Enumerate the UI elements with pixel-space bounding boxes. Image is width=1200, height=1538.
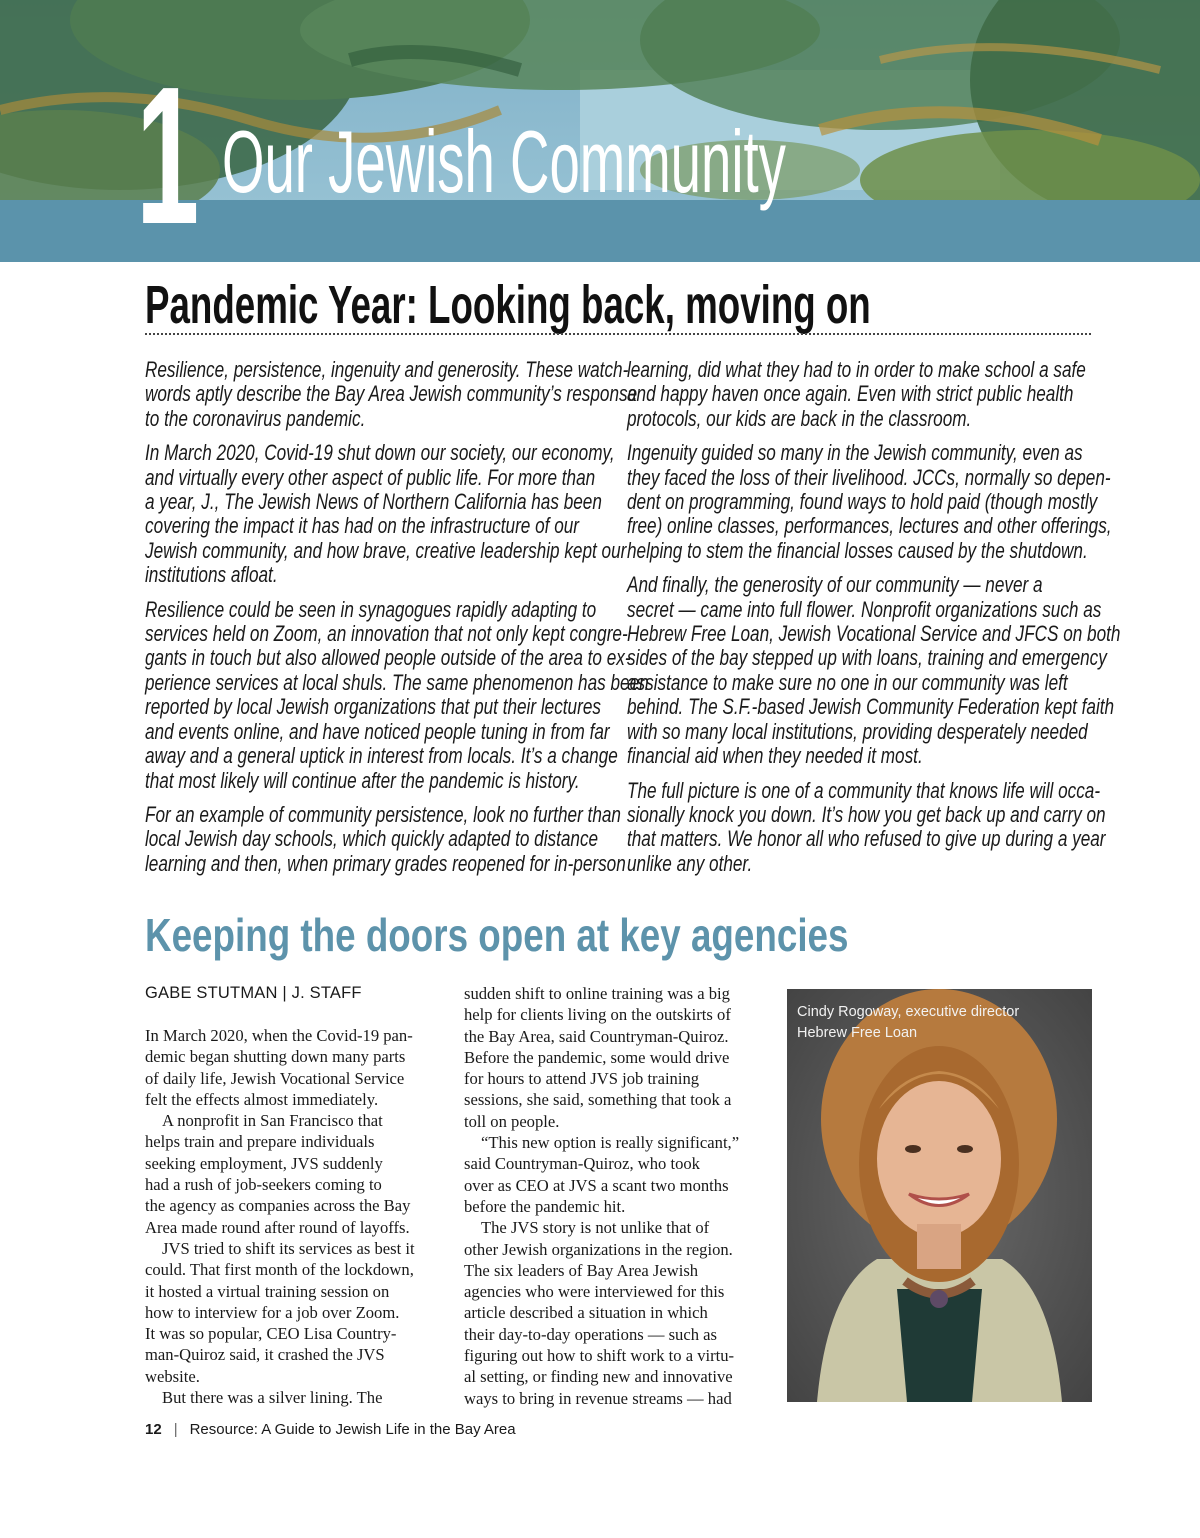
text-line: perience services at local shuls. The same phenomenon has been: [145, 669, 649, 695]
text-line: before the pandemic hit.: [464, 1196, 626, 1216]
text-line: The six leaders of Bay Area Jewish: [464, 1260, 699, 1280]
text-line: covering the impact it has had on the infrastructure of our: [145, 513, 580, 539]
text-line: seeking employment, JVS suddenly: [145, 1153, 383, 1173]
text-line: secret — came into full flower. Nonprofit organizations such as: [627, 596, 1102, 622]
text-line: it hosted a virtual training session on: [145, 1281, 390, 1301]
intro-paragraph: [627, 440, 1112, 563]
article-column-2: [464, 983, 766, 1409]
page-footer: [145, 1421, 516, 1438]
hero-banner: [0, 0, 1200, 262]
text-line: ways to bring in revenue streams — had: [464, 1388, 732, 1408]
text-line: In March 2020, when the Covid-19 pan-: [145, 1026, 413, 1045]
text-line: free) online classes, performances, lectures and other offerings,: [627, 513, 1112, 539]
text-line: they faced the loss of their livelihood. JCCs, normally so depen-: [627, 464, 1111, 490]
intro-paragraph: [627, 777, 1106, 877]
text-line: felt the effects almost immediately.: [145, 1089, 379, 1109]
intro-column-left: [145, 357, 649, 886]
text-line: financial aid when they needed it most.: [627, 743, 923, 769]
text-line: Area made round after round of layoffs.: [145, 1217, 410, 1237]
text-line: toll on people.: [464, 1111, 560, 1131]
portrait-photo: [787, 989, 1092, 1402]
text-line: protocols, our kids are back in the classroom.: [627, 405, 972, 431]
text-line: helping to stem the financial losses caused by the shutdown.: [627, 537, 1088, 563]
text-line: sudden shift to online training was a big: [464, 984, 730, 1003]
text-line: away and a general uptick in interest from locals. It’s a change: [145, 743, 618, 769]
text-line: Jewish community, and how brave, creative leadership kept our: [145, 537, 627, 563]
text-line: learning, did what they had to in order to make school a safe: [627, 357, 1086, 382]
text-line: figuring out how to shift work to a virtu-: [464, 1346, 735, 1366]
chapter-title: Our Jewish Community: [222, 112, 786, 211]
text-line: institutions afloat.: [145, 562, 278, 588]
text-line: And finally, the generosity of our community — never a: [627, 572, 1043, 598]
text-line: local Jewish day schools, which quickly adapted to distance: [145, 826, 599, 852]
text-line: al setting, or finding new and innovative: [464, 1367, 733, 1387]
text-line: to the coronavirus pandemic.: [145, 405, 366, 431]
intro-paragraph: [627, 358, 1103, 431]
text-line: In March 2020, Covid-19 shut down our society, our economy,: [145, 440, 615, 466]
text-line: website.: [145, 1366, 200, 1386]
intro-paragraph: [145, 357, 638, 431]
article-column-1: [145, 1025, 447, 1408]
text-line: JVS tried to shift its services as best it: [162, 1238, 415, 1258]
text-line: the Bay Area, said Countryman-Quiroz.: [464, 1026, 729, 1046]
intro-paragraph: [145, 440, 627, 588]
text-line: It was so popular, CEO Lisa Country-: [145, 1324, 397, 1344]
text-line: But there was a silver lining. The: [162, 1388, 383, 1408]
intro-paragraph: [627, 572, 1121, 769]
text-line: man-Quiroz said, it crashed the JVS: [145, 1345, 385, 1365]
text-line: and events online, and have noticed people tuning in from far: [145, 718, 610, 744]
intro-column-right: [627, 357, 1121, 886]
publication-title: Resource: A Guide to Jewish Life in the Bay Area: [189, 1421, 516, 1438]
text-line: that most likely will continue after the pandemic is history.: [145, 767, 580, 793]
text-line: Ingenuity guided so many in the Jewish community, even as: [627, 440, 1083, 466]
intro-paragraph: [145, 801, 626, 876]
text-line: of daily life, Jewish Vocational Service: [145, 1068, 405, 1088]
text-line: behind. The S.F.-based Jewish Community Federation kept faith: [627, 694, 1115, 720]
text-line: sides of the bay stepped up with loans, training and emergency: [627, 645, 1107, 671]
text-line: gants in touch but also allowed people outside of the area to ex-: [145, 645, 631, 671]
text-line: with so many local institutions, providing desperately needed: [627, 718, 1088, 744]
text-line: could. That first month of the lockdown,: [145, 1260, 414, 1280]
text-line: The JVS story is not unlike that of: [481, 1218, 710, 1238]
text-line: Hebrew Free Loan, Jewish Vocational Service and JFCS on both: [627, 621, 1121, 647]
text-line: Resilience, persistence, ingenuity and generosity. These watch-: [145, 357, 629, 382]
text-line: demic began shutting down many parts: [145, 1047, 406, 1067]
text-line: Resilience could be seen in synagogues rapidly adapting to: [145, 596, 597, 622]
text-line: assistance to make sure no one in our community was left: [627, 669, 1068, 695]
text-line: article described a situation in which: [464, 1303, 708, 1323]
text-line: for hours to attend JVS job training: [464, 1069, 700, 1089]
text-line: over as CEO at JVS a scant two months: [464, 1175, 729, 1195]
caption-line-2: Hebrew Free Loan: [797, 1025, 918, 1041]
photo-caption: [797, 1002, 1019, 1044]
footer-separator: |: [173, 1421, 178, 1438]
text-line: that matters. We honor all who refused to give up during a year: [627, 826, 1106, 852]
text-line: For an example of community persistence, look no further than: [145, 801, 621, 827]
text-line: sionally knock you down. It’s how you get back up and carry on: [627, 801, 1106, 827]
text-line: “This new option is really significant,”: [481, 1133, 740, 1153]
intro-paragraph: [145, 596, 649, 793]
text-line: the agency as companies across the Bay: [145, 1196, 411, 1216]
text-line: words aptly describe the Bay Area Jewish community’s response: [145, 381, 638, 407]
text-line: A nonprofit in San Francisco that: [162, 1111, 383, 1131]
portrait-illustration: [787, 989, 1092, 1402]
page-headline: Pandemic Year: Looking back, moving on: [145, 275, 871, 335]
article-title: Keeping the doors open at key agencies: [145, 909, 849, 961]
text-line: services held on Zoom, an innovation that not only kept congre-: [145, 621, 628, 647]
dotted-divider: [145, 333, 1091, 335]
text-line: sessions, she said, something that took a: [464, 1090, 732, 1110]
text-line: other Jewish organizations in the region.: [464, 1239, 733, 1259]
text-line: help for clients living on the outskirts of: [464, 1005, 731, 1025]
text-line: said Countryman-Quiroz, who took: [464, 1154, 700, 1174]
text-line: unlike any other.: [627, 850, 753, 876]
text-line: dent on programming, found ways to hold paid (though mostly: [627, 489, 1098, 515]
text-line: and happy haven once again. Even with strict public health: [627, 381, 1074, 407]
chapter-number: 1: [136, 46, 197, 262]
text-line: The full picture is one of a community that knows life will occa-: [627, 777, 1101, 803]
text-line: a year, J., The Jewish News of Northern California has been: [145, 489, 602, 515]
text-line: had a rush of job-seekers coming to: [145, 1175, 382, 1195]
caption-line-1: Cindy Rogoway, executive director: [797, 1004, 1020, 1020]
page-number: 12: [145, 1421, 162, 1438]
text-line: how to interview for a job over Zoom.: [145, 1302, 400, 1322]
text-line: learning and then, when primary grades reopened for in-person: [145, 850, 626, 876]
text-line: helps train and prepare individuals: [145, 1132, 375, 1152]
article-byline: GABE STUTMAN | J. STAFF: [145, 984, 362, 1002]
text-line: reported by local Jewish organizations that put their lectures: [145, 694, 601, 720]
text-line: and virtually every other aspect of public life. For more than: [145, 464, 596, 490]
text-line: agencies who were interviewed for this: [464, 1282, 725, 1302]
text-line: Before the pandemic, some would drive: [464, 1047, 730, 1067]
text-line: their day-to-day operations — such as: [464, 1324, 717, 1344]
